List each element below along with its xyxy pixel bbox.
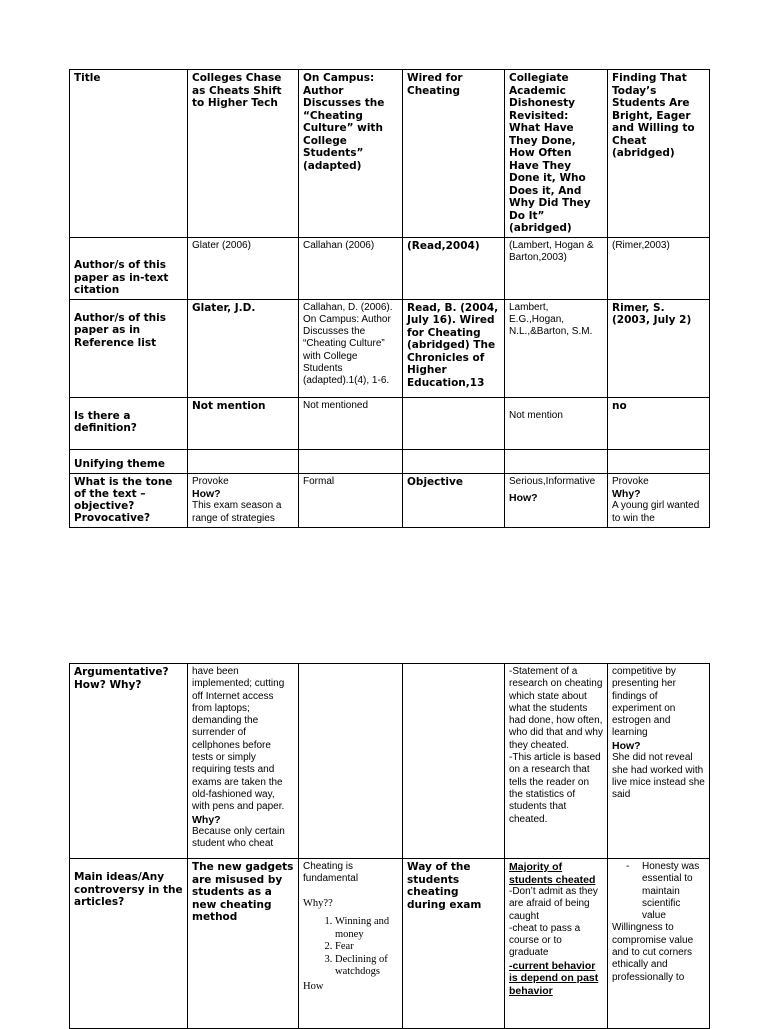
definition-cell-3 xyxy=(403,397,505,449)
arg-cell-1 xyxy=(188,664,299,859)
dash-bullet: - xyxy=(626,861,630,872)
main-cell-3: Way of the students cheating during exam xyxy=(403,859,505,1029)
theme-cell-3 xyxy=(403,449,505,473)
why-label: Why?? xyxy=(303,897,333,909)
row-label-tone: What is the tone of the text – objective? Provocative? xyxy=(70,473,188,527)
intext-citation-row xyxy=(70,237,710,299)
tone-cell-1 xyxy=(188,473,299,527)
main-ideas-row xyxy=(70,859,710,1029)
theme-cell-4 xyxy=(505,449,608,473)
row-label-main-ideas: Main ideas/Any controversy in the articles? xyxy=(70,859,188,1029)
main-heading: Majority of students cheated xyxy=(509,861,596,886)
theme-cell-1 xyxy=(188,449,299,473)
tone-cell-5 xyxy=(608,473,710,527)
tone-cell-4 xyxy=(505,473,608,527)
reference-cell-4: Lambert, E.G.,Hogan, N.L.,&Barton, S.M. xyxy=(505,299,608,397)
comparison-table-bottom xyxy=(69,663,710,1029)
title-cell-4: Collegiate Academic Dishonesty Revisited: What Have They Done, How Often Have They Done it, Who Does it, And Why Did They Do It” (abridged) xyxy=(505,70,608,238)
how-label: How xyxy=(303,980,324,992)
comparison-table-top xyxy=(69,69,710,528)
main-paragraph: -Don’t admit as they are afraid of being caught xyxy=(509,886,598,922)
intext-cell-4: (Lambert, Hogan & Barton,2003) xyxy=(505,237,608,299)
arg-text: competitive by presenting her findings of experiment on estrogen and learning xyxy=(612,666,676,739)
main-paragraph: -current behavior is depend on past behavior xyxy=(509,959,599,997)
how-label: How? xyxy=(612,739,641,752)
main-cell-4 xyxy=(505,859,608,1029)
unifying-theme-row xyxy=(70,449,710,473)
title-cell-2: On Campus: Author Discusses the “Cheating Culture” with College Students” (adapted) xyxy=(299,70,403,238)
title-row xyxy=(70,70,710,238)
bullet-item xyxy=(612,861,705,922)
intext-cell-3: (Read,2004) xyxy=(403,237,505,299)
how-label: How? xyxy=(192,487,221,500)
list-item: 3. Declining of watchdogs xyxy=(335,954,398,979)
reference-cell-1: Glater, J.D. xyxy=(188,299,299,397)
reference-cell-5: Rimer, S. (2003, July 2) xyxy=(608,299,710,397)
arg-paragraph: -This article is based on a research that tells the reader on the statistics of students that cheated. xyxy=(509,752,601,825)
tone-text: A young girl wanted to win the xyxy=(612,500,700,524)
list-item: 1. Winning and money xyxy=(335,916,398,941)
how-label: How? xyxy=(509,491,538,504)
intext-cell-5: (Rimer,2003) xyxy=(608,237,710,299)
main-text: Cheating is fundamental xyxy=(303,861,359,885)
why-label: Why? xyxy=(612,487,641,500)
tone-value: Provoke xyxy=(612,475,649,487)
main-paragraph: Willingness to compromise value and to cut corners ethically and professionally to xyxy=(612,922,694,983)
tone-value: Serious,Informative xyxy=(509,475,596,487)
main-paragraph: -cheat to pass a course or to graduate xyxy=(509,922,581,959)
arg-why-text: Because only certain student who cheat xyxy=(192,826,285,850)
definition-cell-4: Not mention xyxy=(505,397,608,449)
main-cell-5 xyxy=(608,859,710,1029)
definition-cell-2: Not mentioned xyxy=(299,397,403,449)
arg-paragraph: -Statement of a research on cheating which state about what the students had done, how often, who did that and why they cheated. xyxy=(509,666,603,751)
arg-text: have been implemented; cutting off Internet access from laptops; demanding the surrender of cellphones before tests or simply requiring tests and exams are taken the old-fashioned way, with pens and paper. xyxy=(192,666,285,813)
title-cell-3: Wired for Cheating xyxy=(403,70,505,238)
reference-row xyxy=(70,299,710,397)
list-item: 2. Fear xyxy=(335,941,398,954)
why-label: Why? xyxy=(192,813,221,826)
definition-cell-5: no xyxy=(608,397,710,449)
argumentative-row xyxy=(70,664,710,859)
definition-row xyxy=(70,397,710,449)
arg-cell-2 xyxy=(299,664,403,859)
title-cell-1: Colleges Chase as Cheats Shift to Higher Tech xyxy=(188,70,299,238)
theme-cell-5 xyxy=(608,449,710,473)
row-label-argumentative: Argumentative? How? Why? xyxy=(70,664,188,859)
reference-cell-2: Callahan, D. (2006). On Campus: Author Discusses the “Cheating Culture” with College Students (adapted).1(4), 1-6. xyxy=(299,299,403,397)
reasons-list xyxy=(303,916,398,979)
arg-cell-3 xyxy=(403,664,505,859)
arg-how-text: She did not reveal she had worked with live mice instead she said xyxy=(612,752,705,801)
tone-row xyxy=(70,473,710,527)
row-label-title: Title xyxy=(70,70,188,238)
main-cell-1: The new gadgets are misused by students as a new cheating method xyxy=(188,859,299,1029)
row-label-theme: Unifying theme xyxy=(70,449,188,473)
tone-text: This exam season a range of strategies xyxy=(192,500,282,524)
arg-cell-5 xyxy=(608,664,710,859)
reference-cell-3: Read, B. (2004, July 16). Wired for Cheating (abridged) The Chronicles of Higher Education,13 xyxy=(403,299,505,397)
row-label-definition: Is there a definition? xyxy=(70,397,188,449)
theme-cell-2 xyxy=(299,449,403,473)
bullet-text: Honesty was essential to maintain scientific value xyxy=(642,861,700,922)
intext-cell-2: Callahan (2006) xyxy=(299,237,403,299)
main-cell-2 xyxy=(299,859,403,1029)
arg-cell-4 xyxy=(505,664,608,859)
intext-cell-1: Glater (2006) xyxy=(188,237,299,299)
tone-cell-2: Formal xyxy=(299,473,403,527)
title-cell-5: Finding That Today’s Students Are Bright, Eager and Willing to Cheat (abridged) xyxy=(608,70,710,238)
definition-cell-1: Not mention xyxy=(188,397,299,449)
row-label-intext: Author/s of this paper as in-text citation xyxy=(70,237,188,299)
tone-value: Provoke xyxy=(192,475,229,487)
tone-cell-3: Objective xyxy=(403,473,505,527)
row-label-reference: Author/s of this paper as in Reference list xyxy=(70,299,188,397)
